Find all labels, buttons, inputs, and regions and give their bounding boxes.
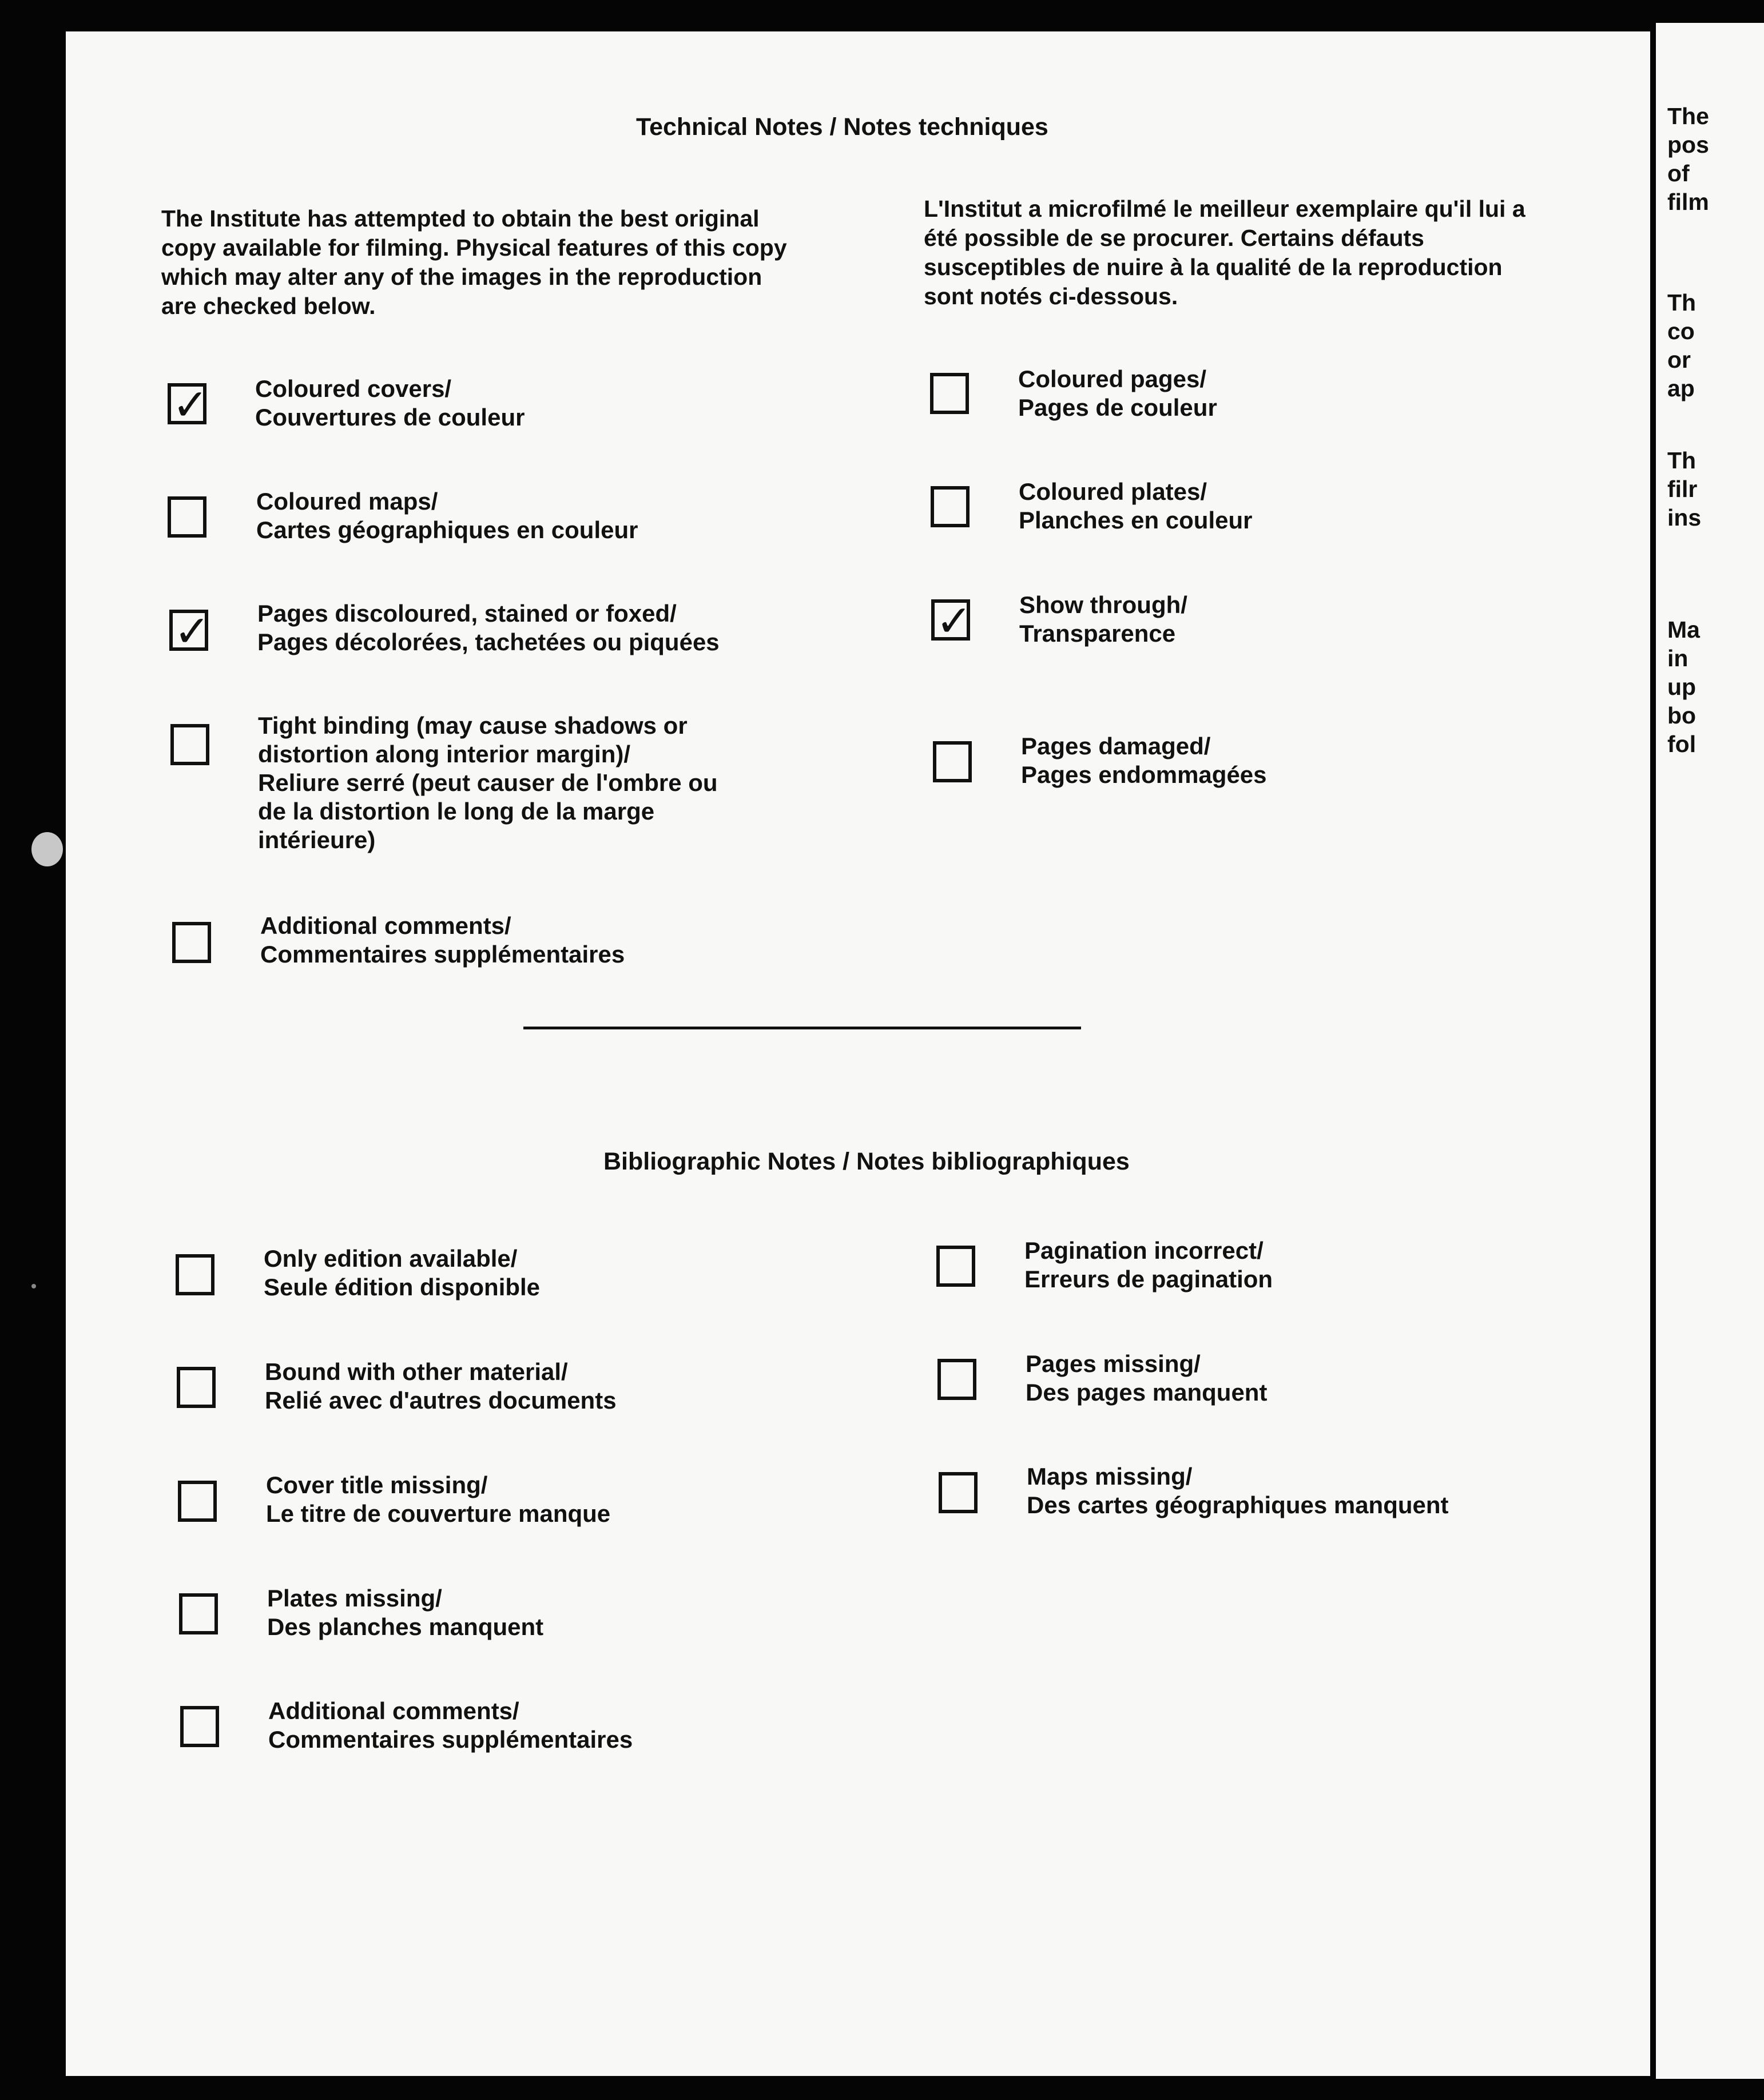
- adjacent-text-fragment: ap: [1667, 375, 1695, 401]
- checkbox-pages-discoloured[interactable]: [169, 606, 210, 657]
- label-coloured-plates: Coloured plates/ Planches en couleur: [1019, 478, 1253, 534]
- label-additional-comments-technical: Additional comments/ Commentaires supplémentaires: [260, 912, 625, 968]
- checkmark-icon: ✓: [936, 595, 972, 646]
- checkbox-additional-comments-bibliographic[interactable]: [180, 1706, 219, 1747]
- adjacent-text-fragment: The: [1667, 103, 1709, 129]
- technical-notes-title: Technical Notes / Notes techniques: [636, 113, 1048, 141]
- checkbox-coloured-covers[interactable]: [168, 379, 209, 430]
- adjacent-text-fragment: ins: [1667, 504, 1702, 531]
- label-plates-missing: Plates missing/ Des planches manquent: [267, 1585, 544, 1640]
- label-pages-missing: Pages missing/ Des pages manquent: [1026, 1350, 1268, 1406]
- scanned-page: [66, 31, 1650, 2076]
- checkbox-coloured-pages[interactable]: [930, 373, 969, 414]
- adjacent-text-fragment: pos: [1667, 132, 1709, 158]
- checkbox-show-through[interactable]: [931, 595, 972, 646]
- adjacent-text-fragment: Ma: [1667, 617, 1700, 643]
- adjacent-text-fragment: of: [1667, 160, 1690, 186]
- label-coloured-pages: Coloured pages/ Pages de couleur: [1018, 365, 1217, 421]
- checkbox-additional-comments-technical[interactable]: [172, 922, 211, 963]
- checkbox-cover-title-missing[interactable]: [178, 1481, 217, 1522]
- adjacent-text-fragment: filr: [1667, 476, 1698, 502]
- checkbox-coloured-maps[interactable]: [168, 496, 206, 538]
- checkmark-icon: ✓: [172, 379, 209, 430]
- adjacent-text-fragment: Th: [1667, 289, 1697, 316]
- adjacent-text-fragment: co: [1667, 318, 1695, 344]
- adjacent-text-fragment: Th: [1667, 447, 1697, 474]
- checkbox-maps-missing[interactable]: [939, 1472, 978, 1513]
- scan-speck: [31, 1284, 36, 1288]
- checkbox-bound-with[interactable]: [177, 1367, 216, 1408]
- label-show-through: Show through/ Transparence: [1019, 591, 1187, 647]
- label-only-edition: Only edition available/ Seule édition disponible: [264, 1245, 541, 1300]
- technical-intro-fr: L'Institut a microfilmé le meilleur exemplaire qu'il lui a été possible de se procurer. Certains défauts susceptibles de nuire à la qualité de la reproduction sont notés ci-dessous.: [924, 196, 1525, 309]
- scan-speck: [31, 832, 63, 866]
- checkbox-only-edition[interactable]: [176, 1254, 214, 1295]
- label-bound-with: Bound with other material/ Relié avec d'autres documents: [265, 1358, 617, 1414]
- label-coloured-covers: Coloured covers/ Couvertures de couleur: [255, 375, 525, 431]
- checkbox-pages-damaged[interactable]: [933, 741, 972, 782]
- checkbox-tight-binding[interactable]: [170, 724, 209, 765]
- label-tight-binding: Tight binding (may cause shadows or distortion along interior margin)/ Reliure serré (peut causer de l'ombre ou de la distortion le long de la marge intérieure): [258, 712, 718, 853]
- checkbox-pages-missing[interactable]: [937, 1359, 976, 1400]
- label-maps-missing: Maps missing/ Des cartes géographiques manquent: [1027, 1463, 1449, 1518]
- adjacent-text-fragment: film: [1667, 189, 1709, 215]
- section-divider: [523, 1027, 1081, 1029]
- adjacent-text-fragment: fol: [1667, 731, 1697, 757]
- checkbox-plates-missing[interactable]: [179, 1593, 218, 1634]
- checkbox-pagination-incorrect[interactable]: [936, 1246, 975, 1287]
- adjacent-text-fragment: bo: [1667, 702, 1697, 729]
- label-additional-comments-bibliographic: Additional comments/ Commentaires supplémentaires: [268, 1697, 633, 1753]
- label-cover-title-missing: Cover title missing/ Le titre de couverture manque: [266, 1471, 611, 1527]
- label-pages-damaged: Pages damaged/ Pages endommagées: [1021, 733, 1267, 788]
- technical-intro-en: The Institute has attempted to obtain the best original copy available for filming. Physical features of this copy which may alter any of the images in the reproduction are checked below.: [161, 205, 787, 319]
- adjacent-text-fragment: in: [1667, 645, 1688, 671]
- adjacent-text-fragment: up: [1667, 674, 1697, 700]
- checkmark-icon: ✓: [174, 606, 210, 657]
- label-pagination-incorrect: Pagination incorrect/ Erreurs de pagination: [1024, 1237, 1273, 1292]
- adjacent-text-fragment: or: [1667, 347, 1691, 373]
- label-pages-discoloured: Pages discoloured, stained or foxed/ Pages décolorées, tachetées ou piquées: [257, 600, 720, 655]
- bibliographic-notes-title: Bibliographic Notes / Notes bibliographiques: [603, 1148, 1130, 1175]
- checkbox-coloured-plates[interactable]: [931, 486, 970, 527]
- label-coloured-maps: Coloured maps/ Cartes géographiques en couleur: [256, 488, 638, 543]
